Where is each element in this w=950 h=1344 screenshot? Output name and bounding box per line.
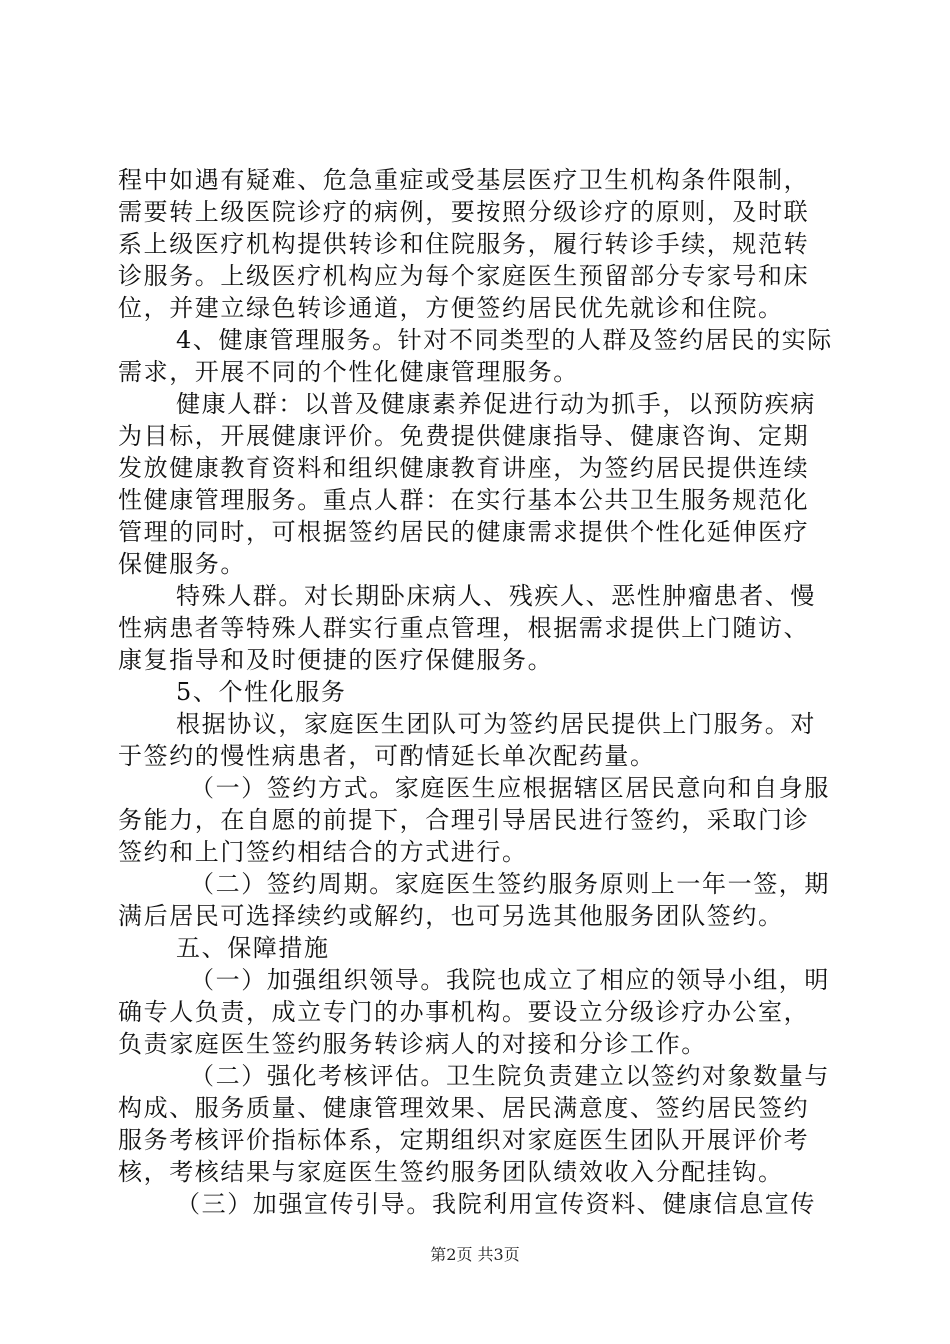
text-line: 4、健康管理服务。针对不同类型的人群及签约居民的实际 xyxy=(176,326,833,354)
section-heading: 5、个性化服务 xyxy=(176,678,347,706)
page-number: 第2页 共3页 xyxy=(430,1245,520,1264)
text-line: 于签约的慢性病患者，可酌情延长单次配药量。 xyxy=(118,742,656,770)
text-line: 签约和上门签约相结合的方式进行。 xyxy=(118,838,528,866)
text-line: 负责家庭医生签约服务转诊病人的对接和分诊工作。 xyxy=(118,1030,707,1058)
text-line: 位，并建立绿色转诊通道，方便签约居民优先就诊和住院。 xyxy=(118,294,784,322)
document-body xyxy=(118,164,833,1220)
text-line: 确专人负责，成立专门的办事机构。要设立分级诊疗办公室， xyxy=(118,998,810,1026)
text-line: 系上级医疗机构提供转诊和住院服务，履行转诊手续，规范转 xyxy=(118,230,810,258)
text-line: 发放健康教育资料和组织健康教育讲座，为签约居民提供连续 xyxy=(118,454,810,482)
text-line: 康复指导和及时便捷的医疗保健服务。 xyxy=(118,646,554,674)
text-line: 服务考核评价指标体系，定期组织对家庭医生团队开展评价考 xyxy=(118,1126,810,1154)
text-line: 构成、服务质量、健康管理效果、居民满意度、签约居民签约 xyxy=(118,1094,810,1122)
section-heading: 五、保障措施 xyxy=(176,934,330,962)
text-line: （二）强化考核评估。卫生院负责建立以签约对象数量与 xyxy=(190,1062,830,1090)
text-line: 务能力，在自愿的前提下，合理引导居民进行签约，采取门诊 xyxy=(118,806,810,834)
text-line: （二）签约周期。家庭医生签约服务原则上一年一签，期 xyxy=(190,870,830,898)
text-line: 根据协议，家庭医生团队可为签约居民提供上门服务。对 xyxy=(176,710,816,738)
page-footer xyxy=(0,1242,950,1265)
text-line: 性健康管理服务。重点人群：在实行基本公共卫生服务规范化 xyxy=(118,486,810,514)
text-line: 需求，开展不同的个性化健康管理服务。 xyxy=(118,358,579,386)
text-line: （一）签约方式。家庭医生应根据辖区居民意向和自身服 xyxy=(190,774,830,802)
text-line: 诊服务。上级医疗机构应为每个家庭医生预留部分专家号和床 xyxy=(118,262,810,290)
text-line: 保健服务。 xyxy=(118,550,246,578)
text-line: 特殊人群。对长期卧床病人、残疾人、恶性肿瘤患者、慢 xyxy=(176,582,816,610)
text-line: 为目标，开展健康评价。免费提供健康指导、健康咨询、定期 xyxy=(118,422,810,450)
text-line: （一）加强组织领导。我院也成立了相应的领导小组，明 xyxy=(190,966,830,994)
text-line: 满后居民可选择续约或解约，也可另选其他服务团队签约。 xyxy=(118,902,784,930)
text-line: 管理的同时，可根据签约居民的健康需求提供个性化延伸医疗 xyxy=(118,518,810,546)
text-line: 需要转上级医院诊疗的病例，要按照分级诊疗的原则，及时联 xyxy=(118,198,810,226)
text-line: （三）加强宣传引导。我院利用宣传资料、健康信息宣传 xyxy=(176,1190,816,1218)
text-line: 核，考核结果与家庭医生签约服务团队绩效收入分配挂钩。 xyxy=(118,1158,784,1186)
text-line: 健康人群：以普及健康素养促进行动为抓手，以预防疾病 xyxy=(176,390,816,418)
text-line: 程中如遇有疑难、危急重症或受基层医疗卫生机构条件限制， xyxy=(118,166,810,194)
text-line: 性病患者等特殊人群实行重点管理，根据需求提供上门随访、 xyxy=(118,614,810,642)
